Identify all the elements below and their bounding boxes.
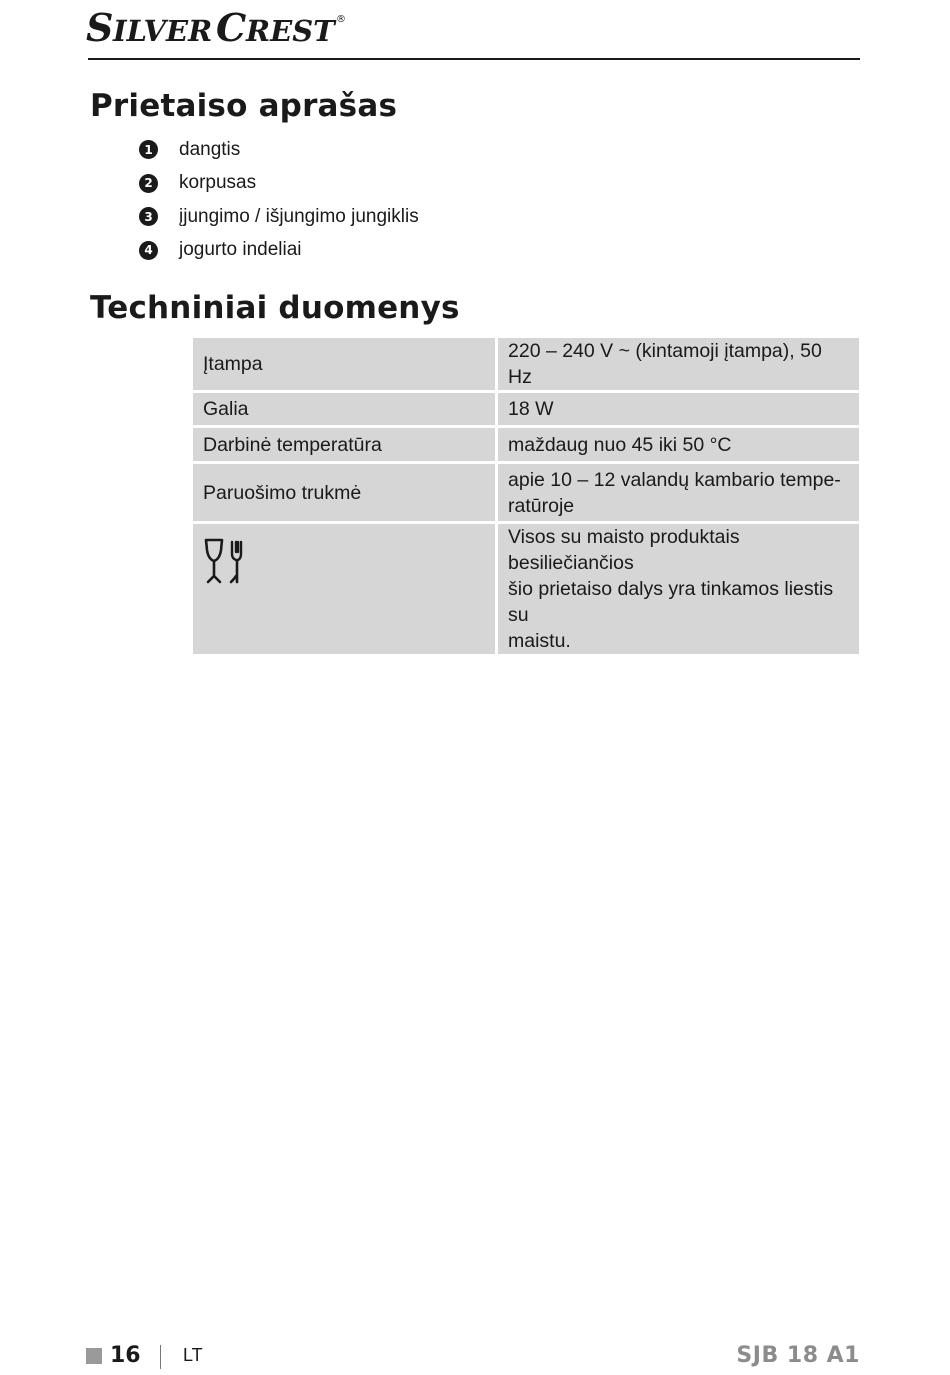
number-badge: 4 xyxy=(139,241,158,260)
list-item xyxy=(139,234,419,268)
svg-text:REST: REST xyxy=(246,14,335,48)
technical-data-table xyxy=(193,338,859,654)
spec-value: maždaug nuo 45 iki 50 °C xyxy=(498,428,859,464)
footer-divider xyxy=(160,1345,161,1369)
part-label: korpusas xyxy=(179,172,257,194)
svg-text:S: S xyxy=(86,6,114,50)
svg-text:ILVER: ILVER xyxy=(113,14,213,48)
spec-value-line: ratūroje xyxy=(508,494,575,517)
list-item xyxy=(139,167,419,201)
number-badge: 3 xyxy=(139,207,158,226)
food-safe-glass-fork-icon xyxy=(203,538,247,586)
parts-list xyxy=(139,133,419,267)
section-title-technical-data: Techniniai duomenys xyxy=(90,290,460,326)
page-footer xyxy=(86,1343,860,1373)
spec-key xyxy=(193,524,498,654)
table-row xyxy=(193,393,859,428)
section-title-device-description: Prietaiso aprašas xyxy=(90,88,398,124)
model-number: SJB 18 A1 xyxy=(736,1343,860,1368)
spec-key: Galia xyxy=(193,393,498,428)
table-row xyxy=(193,524,859,654)
spec-value-line: apie 10 – 12 valandų kambario tempe- xyxy=(508,468,841,491)
spec-value: 18 W xyxy=(498,393,859,428)
silvercrest-logo xyxy=(86,6,386,50)
part-label: jogurto indeliai xyxy=(179,239,302,261)
footer-square-icon xyxy=(86,1348,102,1364)
number-badge: 1 xyxy=(139,140,158,159)
spec-value-line: maistu. xyxy=(508,630,571,652)
spec-key: Darbinė temperatūra xyxy=(193,428,498,464)
spec-value-line: Visos su maisto produktais besiliečiančios xyxy=(508,526,740,574)
table-row xyxy=(193,428,859,464)
list-item xyxy=(139,133,419,167)
spec-value-line: šio prietaiso dalys yra tinkamos liestis su xyxy=(508,578,834,626)
header-rule xyxy=(88,58,860,60)
language-code: LT xyxy=(183,1345,203,1365)
table-row xyxy=(193,464,859,524)
svg-text:C: C xyxy=(216,6,247,50)
number-badge: 2 xyxy=(139,174,158,193)
list-item xyxy=(139,200,419,234)
spec-key: Paruošimo trukmė xyxy=(193,464,498,524)
spec-value: 220 – 240 V ~ (kintamoji įtampa), 50 Hz xyxy=(498,338,859,393)
spec-key: Įtampa xyxy=(193,338,498,393)
part-label: dangtis xyxy=(179,138,241,160)
registered-mark: ® xyxy=(336,14,346,25)
page-number: 16 xyxy=(110,1343,141,1368)
part-label: įjungimo / išjungimo jungiklis xyxy=(179,205,419,227)
table-row xyxy=(193,338,859,393)
spec-value xyxy=(498,524,859,654)
spec-value xyxy=(498,464,859,524)
